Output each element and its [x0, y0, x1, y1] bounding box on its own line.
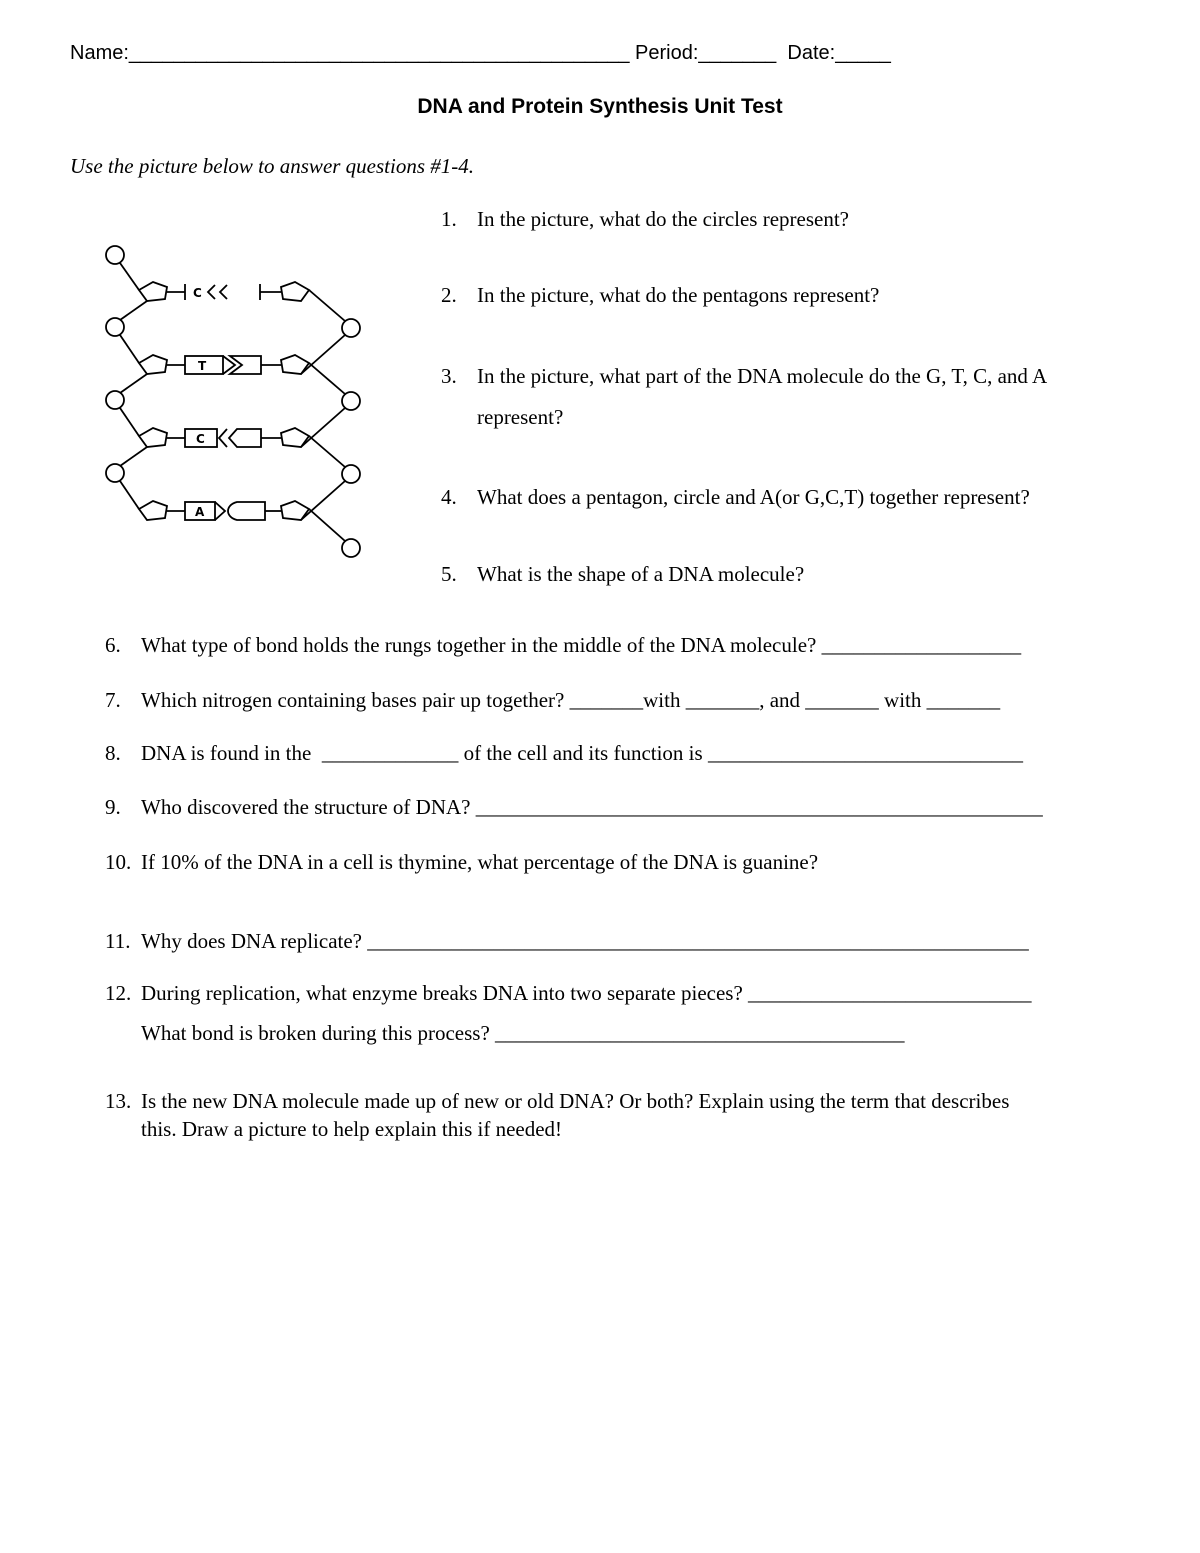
question-2: 2. In the picture, what do the pentagons represent? [441, 283, 880, 307]
answer-blank[interactable]: ______________________________ [707, 741, 1023, 765]
answer-blank[interactable]: ___________________________ [748, 981, 1032, 1005]
base-label: C [193, 286, 202, 300]
question-6: 6. What type of bond holds the rungs together in the middle of the DNA molecule? ___________________ [105, 633, 1022, 657]
question-3-continued: represent? [477, 405, 564, 429]
date-label: Date: [787, 42, 836, 64]
period-blank[interactable]: _______ [698, 42, 777, 64]
answer-blank[interactable]: _______ [569, 688, 644, 712]
phosphate-circle [106, 391, 124, 409]
phosphate-circle [342, 319, 360, 337]
phosphate-circle [106, 464, 124, 482]
phosphate-circle [342, 465, 360, 483]
base-label: T [198, 359, 207, 373]
date-blank[interactable]: _____ [835, 42, 891, 64]
question-3: 3. In the picture, what part of the DNA molecule do the G, T, C, and A [441, 364, 1048, 388]
answer-blank[interactable]: ___________________ [821, 633, 1022, 657]
answer-blank[interactable]: _______________________________________ [495, 1021, 905, 1045]
name-blank[interactable]: _____________________________________________ [128, 42, 630, 64]
phosphate-circle [342, 539, 360, 557]
sugar-pentagon [281, 282, 309, 301]
sugar-pentagon [139, 282, 167, 301]
phosphate-circle [106, 246, 124, 264]
question-10: 10. If 10% of the DNA in a cell is thymine, what percentage of the DNA is guanine? [105, 850, 819, 874]
period-label: Period: [635, 42, 699, 64]
answer-blank[interactable]: _______________________________________________________________ [367, 929, 1029, 953]
question-1: 1. In the picture, what do the circles represent? [441, 207, 850, 231]
sugar-pentagon [139, 428, 167, 447]
answer-blank[interactable]: ______________________________________________________ [475, 795, 1043, 819]
page-title: DNA and Protein Synthesis Unit Test [417, 95, 783, 118]
question-13: 13. Is the new DNA molecule made up of new or old DNA? Or both? Explain using the term that describes [105, 1089, 1010, 1113]
answer-blank[interactable]: _______, [685, 688, 765, 712]
sugar-pentagon [139, 355, 167, 374]
question-5: 5. What is the shape of a DNA molecule? [441, 562, 805, 586]
answer-blank[interactable]: _____________ [321, 741, 459, 765]
instructions: Use the picture below to answer questions #1-4. [70, 154, 475, 178]
header-line [70, 42, 891, 65]
base-label: C [196, 432, 205, 446]
name-label: Name: [70, 42, 129, 64]
question-4: 4. What does a pentagon, circle and A(or G,C,T) together represent? [441, 485, 1030, 509]
question-11: 11. Why does DNA replicate? _______________________________________________________________ [105, 929, 1029, 953]
question-7: 7. Which nitrogen containing bases pair up together? _______with _______, and _______ with _______ [105, 688, 1001, 712]
base-label: A [195, 505, 205, 519]
question-8: 8. DNA is found in the _____________ of the cell and its function is ______________________________ [105, 741, 1023, 765]
phosphate-circle [106, 318, 124, 336]
question-12: 12. During replication, what enzyme breaks DNA into two separate pieces? ___________________________ [105, 981, 1032, 1005]
answer-blank[interactable]: _______ [805, 688, 879, 712]
answer-blank[interactable]: _______ [926, 688, 1001, 712]
question-13-continued: this. Draw a picture to help explain this if needed! [141, 1117, 563, 1141]
sugar-pentagon [139, 501, 167, 520]
dna-diagram [95, 235, 375, 565]
question-12-continued: What bond is broken during this process? _______________________________________ [141, 1021, 905, 1045]
question-9: 9. Who discovered the structure of DNA? ______________________________________________________ [105, 795, 1043, 819]
phosphate-circle [342, 392, 360, 410]
